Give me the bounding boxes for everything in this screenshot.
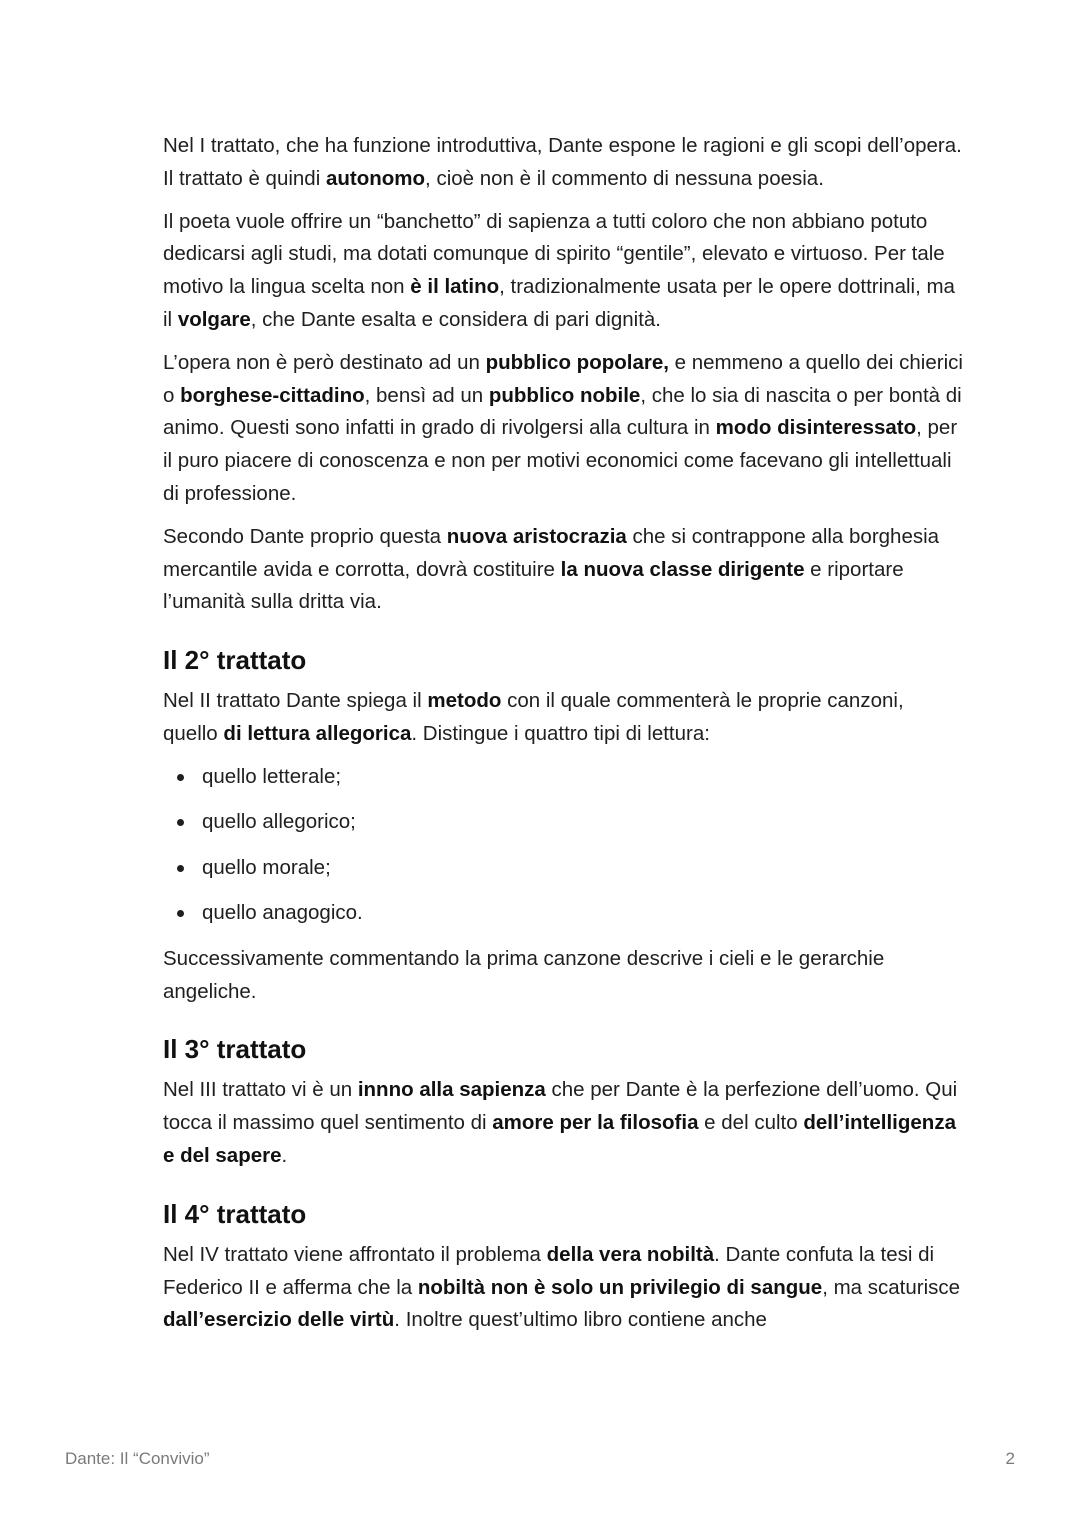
list-item-text: quello morale; — [202, 855, 331, 879]
text-run: , tradizionalmente usata per le opere dottrinali, ma il — [163, 275, 955, 331]
list-item — [163, 806, 963, 838]
page-content — [163, 130, 963, 1347]
bold-term: borghese-cittadino — [180, 383, 365, 407]
bullet-icon — [177, 910, 184, 917]
list-item — [163, 761, 963, 793]
paragraph-canzone: Successivamente commentando la prima canzone descrive i cieli e le gerarchie angeliche. — [163, 946, 885, 1003]
text-run: e riportare l’umanità sulla dritta via. — [163, 557, 904, 614]
text-run: . — [281, 1143, 288, 1167]
paragraph-aristocrazia — [163, 521, 963, 619]
bold-term: pubblico nobile — [488, 383, 641, 407]
bold-term: nobiltà non è solo un privilegio di sangue — [417, 1275, 823, 1299]
list-item-text: quello allegorico; — [202, 810, 356, 834]
section-heading-3: Il 3° trattato — [163, 1034, 307, 1065]
bullet-icon — [177, 774, 184, 781]
text-run: Nel III trattato vi è un — [163, 1078, 358, 1102]
text-run: , per il puro piacere di conoscenza e non per motivi economici come facevano gli intellettuali di professione. — [163, 416, 958, 505]
text-run: . Inoltre quest’ultimo libro contiene anche — [394, 1308, 767, 1332]
text-run: che si contrappone alla borghesia mercantile avida e corrotta, dovrà costituire — [163, 524, 940, 581]
bold-term: dell’intelligenza e del sapere — [163, 1111, 956, 1167]
bold-term: metodo — [427, 689, 502, 713]
paragraph-intro — [163, 130, 963, 196]
paragraph-metodo — [163, 685, 963, 751]
bold-term: volgare — [177, 307, 251, 331]
list-item — [163, 852, 963, 884]
bold-term: di lettura allegorica — [223, 721, 412, 745]
bullet-icon — [177, 819, 184, 826]
section-heading-2: Il 2° trattato — [163, 645, 307, 676]
bold-term: modo disinteressato — [715, 416, 917, 440]
text-run: Nel II trattato Dante spiega il — [163, 689, 428, 713]
text-run: Nel IV trattato viene affrontato il problema — [163, 1242, 547, 1266]
text-run: Secondo Dante proprio questa — [163, 524, 447, 548]
bold-term: dall’esercizio delle virtù — [163, 1308, 395, 1332]
section-heading-4: Il 4° trattato — [163, 1198, 307, 1229]
list-item-text: quello letterale; — [202, 764, 342, 788]
bold-term: è il latino — [410, 275, 500, 299]
list-item-text: quello anagogico. — [202, 901, 363, 925]
bold-term: amore per la filosofia — [492, 1111, 699, 1135]
text-run: Nel I trattato, che ha funzione introduttiva, Dante espone le ragioni e gli scopi dell’opera. Il trattato è quindi — [163, 134, 962, 190]
text-run: e del culto — [698, 1111, 804, 1135]
paragraph-banchetto — [163, 206, 963, 337]
footer-document-title: Dante: Il “Convivio” — [65, 1449, 210, 1468]
text-run: Il poeta vuole offrire un “banchetto” di sapienza a tutti coloro che non abbiano potuto dedicarsi agli studi, ma dotati comunque di spirito “gentile”, elevato e virtuoso. Per tale motivo la lingua scelta non — [163, 209, 945, 299]
footer-page-number: 2 — [1005, 1449, 1015, 1468]
text-run: . Distingue i quattro tipi di lettura: — [411, 721, 710, 745]
paragraph-sapienza — [163, 1074, 963, 1172]
bold-term: nuova aristocrazia — [446, 524, 627, 548]
bold-term: innno alla sapienza — [357, 1078, 546, 1102]
paragraph-pubblico — [163, 347, 963, 511]
text-run: , bensì ad un — [364, 383, 489, 407]
bold-term: autonomo — [325, 166, 426, 190]
text-run: L’opera non è però destinato ad un — [163, 350, 486, 374]
text-run: con il quale commenterà le proprie canzoni, quello — [163, 689, 904, 745]
paragraph-nobilta — [163, 1239, 963, 1337]
text-run: . Dante confuta la tesi di Federico II e afferma che la — [163, 1242, 935, 1299]
text-run: , che lo sia di nascita o per bontà di animo. Questi sono infatti in grado di rivolgersi alla cultura in — [163, 383, 962, 440]
text-run: , cioè non è il commento di nessuna poesia. — [425, 166, 824, 190]
bullet-icon — [177, 865, 184, 872]
bold-term: pubblico popolare, — [485, 350, 669, 374]
text-run: , ma scaturisce — [822, 1275, 961, 1299]
text-run: che per Dante è la perfezione dell’uomo. Qui tocca il massimo quel sentimento di — [163, 1078, 958, 1135]
bold-term: della vera nobiltà — [546, 1242, 715, 1266]
text-run: , che Dante esalta e considera di pari dignità. — [250, 307, 661, 331]
list-item — [163, 897, 963, 929]
text-run: e nemmeno a quello dei chierici o — [163, 350, 963, 407]
reading-types-list — [163, 761, 963, 930]
bold-term: la nuova classe dirigente — [560, 557, 805, 581]
